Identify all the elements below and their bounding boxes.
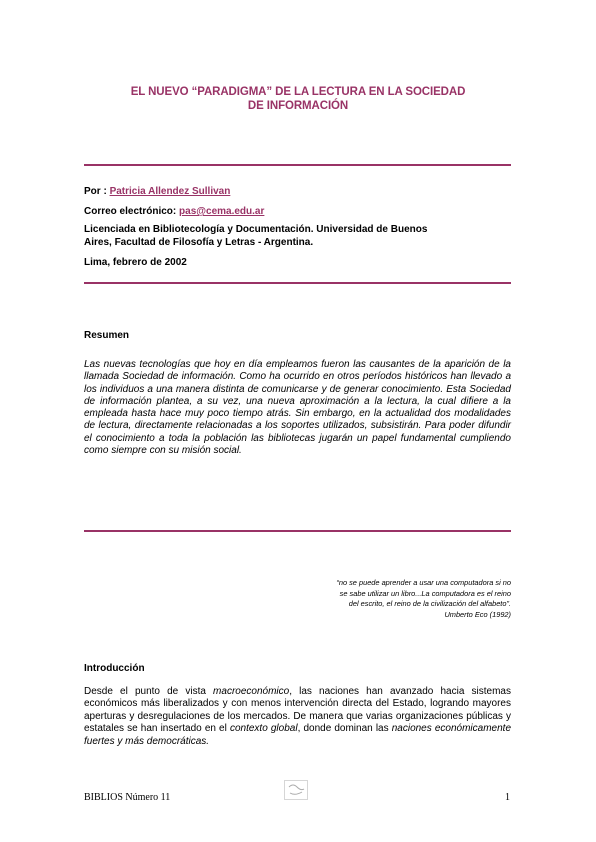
intro-paragraph [84,686,511,748]
affiliation-line-2: Aires, Facultad de Filosofía y Letras - Argentina. [84,237,314,248]
intro-heading: Introducción [84,663,145,674]
email-prefix: Correo electrónico: [84,206,180,217]
quote-line-3: del escrito, el reino de la civilización del alfabeto”. [348,599,511,608]
document-title [70,85,526,113]
quote-line-2: se sabe utilizar un libro...La computadora es el reino [339,588,511,598]
email-link[interactable]: pas@cema.edu.ar [179,206,265,217]
title-line-2: DE INFORMACIÓN [247,100,349,112]
email-line [84,205,514,218]
intro-emphasis: macroeconómico [213,686,290,697]
intro-emphasis: naciones económicamente fuertes y más democráticas. [84,723,512,747]
divider [84,530,511,532]
quote-line-1: “no se puede aprender a usar una computadora si no [336,578,511,587]
intro-text: , donde dominan las [297,723,392,735]
author-prefix: Por : [84,186,110,197]
place-date: Lima, febrero de 2002 [84,257,187,268]
biblios-logo [284,780,308,800]
affiliation [84,223,514,249]
abstract-text: Las nuevas tecnologías que hoy en día empleamos fueron las causantes de la aparición de la llamada Sociedad de información. Como ha ocurrido en otros períodos históricos han llevado a los individuos a una manera distinta de comunicarse y de generar conocimiento. Esta Sociedad de información plantea, a su vez, una nueva aproximación a la lectura, la cual difiere a la empleada hasta hace muy poco tiempo atrás. Sin embargo, en la actualidad dos modalidades de lectura, directamente relacionadas a los soportes utilizados, subsistirán. Para poder difundir el conocimiento a toda la población las bibliotecas jugarán un papel fundamental cumpliendo como siempre con su misión social. [84,359,511,457]
footer-journal: BIBLIOS Número 11 [84,792,171,803]
intro-text: , las naciones han avanzado hacia sistemas económicos más liberalizados y con menos intervención directa del Estado, logrando mayores aperturas y desregulaciones de los mercados. De manera que varias organizaciones públicas y estatales se han insertado en el [84,686,511,735]
intro-text: Desde el punto de vista [84,686,214,697]
divider [84,164,511,166]
affiliation-line-1: Licenciada en Bibliotecología y Documentación. Universidad de Buenos [84,224,428,235]
quote-attribution: Umberto Eco (1992) [444,609,511,619]
title-line-1: EL NUEVO “PARADIGMA” DE LA LECTURA EN LA SOCIEDAD [130,86,466,98]
author-link[interactable]: Patricia Allendez Sullivan [109,186,231,197]
divider [84,282,511,284]
abstract-heading: Resumen [84,330,130,341]
intro-emphasis: contexto global [229,723,298,735]
epigraph-quote [270,578,511,620]
author-line [84,185,514,198]
page-number: 1 [505,792,510,803]
